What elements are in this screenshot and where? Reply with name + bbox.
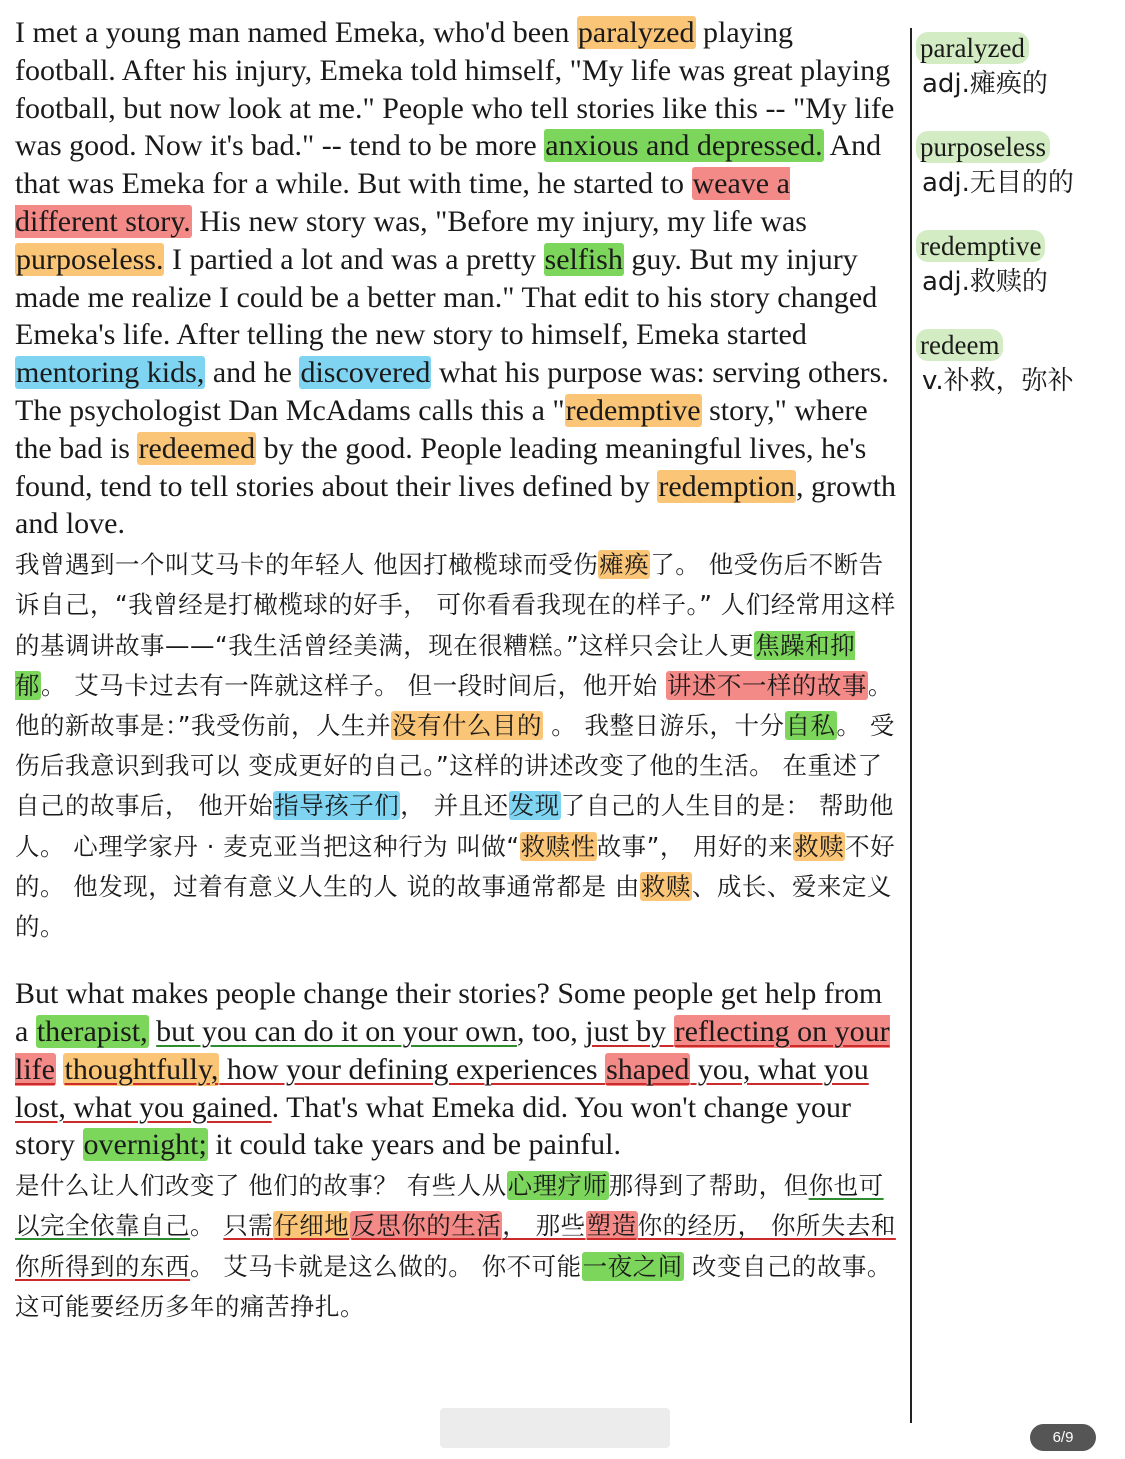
highlighted-phrase: 发现	[509, 791, 560, 821]
text-segment: 是什么让人们改变了 他们的故事？ 有些人从	[15, 1171, 507, 1201]
text-segment: what his purpose was: serving others. The psychologist Dan McAdams calls this a "	[15, 356, 889, 427]
column-divider	[910, 28, 912, 1423]
text-segment: playing football. After his injury, Emeka told himself, "My life was great playing football, but now look at me." People who tell stories like this -- "My life was good. Now it's bad." -- tend to be more	[15, 16, 895, 163]
highlighted-phrase: 仔细地	[274, 1211, 350, 1241]
highlighted-phrase: 心理疗师	[507, 1171, 608, 1201]
text-segment: 。 他的新故事是：”我受伤前，人生并	[15, 670, 893, 740]
highlighted-phrase: 塑造	[586, 1211, 637, 1241]
text-segment: But what makes people change their stories? Some people get help from a	[15, 977, 883, 1048]
passage-2-chinese	[15, 1166, 900, 1327]
highlighted-phrase: mentoring kids,	[16, 356, 205, 390]
underlined-phrase: 你的经历， 你所失去和你所得到的东西	[15, 1211, 896, 1281]
text-segment: I partied a lot and was a pretty	[164, 242, 544, 276]
text-segment: guy. But my injury made me realize I could be a better man." That edit to his story changed Emeka's life. After telling the new story to himself, Emeka started	[15, 242, 878, 352]
text-segment: 了。 他受伤后不断告诉自己，“我曾经是打橄榄球的好手， 可你看看我现在的样子。” 人们经常用这样的基调讲故事——“我生活曾经美满，现在很糟糕。”这样只会让人更	[15, 550, 896, 660]
highlighted-phrase: discovered	[300, 356, 431, 390]
watermark-overlay	[440, 1408, 670, 1448]
highlighted-phrase: redemption	[658, 469, 796, 503]
vocab-entry-redemptive	[922, 230, 1117, 302]
highlighted-phrase: shaped	[606, 1052, 690, 1086]
text-segment: 了自己的人生目的是： 帮助他人。 心理学家丹 · 麦克亚当把这种行为 叫做“	[15, 791, 894, 861]
text-segment: 改变自己的故事。 这可能要经历多年的痛苦挣扎。	[15, 1251, 892, 1321]
highlighted-phrase: 救赎	[640, 871, 691, 901]
highlighted-phrase: redeemed	[138, 431, 256, 465]
text-segment: , growth and love.	[15, 469, 897, 541]
vocab-word: purposeless	[916, 131, 1050, 163]
highlighted-phrase: overnight;	[83, 1128, 207, 1162]
underlined-phrase: how your defining experiences	[219, 1052, 606, 1086]
text-segment: ， 并且还	[400, 791, 509, 821]
text-segment: story," where the bad is	[15, 393, 868, 465]
vocab-entry-purposeless	[922, 131, 1117, 203]
passage-1-chinese	[15, 545, 900, 947]
text-segment: 。 艾马卡过去有一阵就这样子。 但一段时间后，他开始	[41, 670, 666, 700]
text-segment: and he	[205, 356, 300, 390]
vocab-word: redeem	[916, 329, 1003, 361]
vocab-definition: adj.救赎的	[922, 267, 1048, 297]
highlighted-phrase: selfish	[544, 242, 623, 276]
underlined-phrase: ， 那些	[502, 1211, 586, 1241]
article	[15, 14, 900, 1327]
vocab-definition: adj.瘫痪的	[922, 69, 1048, 99]
highlighted-phrase: 焦躁和抑郁	[15, 630, 856, 700]
highlighted-phrase: thoughtfully,	[64, 1052, 219, 1086]
highlighted-phrase: 指导孩子们	[274, 791, 400, 821]
vocab-word: redemptive	[916, 230, 1045, 262]
highlighted-phrase: 讲述不一样的故事	[666, 670, 867, 700]
underlined-phrase: but you can do it on your own	[156, 1014, 517, 1048]
passage-1-english	[15, 14, 900, 543]
text-segment: , too,	[516, 1014, 586, 1048]
text-segment: 。	[190, 1211, 224, 1241]
underlined-phrase: 只需	[223, 1211, 274, 1241]
underlined-phrase: you, what you lost, what you gained	[15, 1052, 869, 1124]
text-segment: 。 艾马卡就是这么做的。 你不可能	[190, 1251, 582, 1281]
text-segment: 不好的。 他发现，过着有意义人生的人 说的故事通常都是 由	[15, 831, 896, 901]
vocab-definition: v.补救，弥补	[922, 366, 1074, 396]
text-segment: . That's what Emeka did. You won't change your story	[15, 1090, 851, 1162]
text-segment: 那得到了帮助，但	[608, 1171, 809, 1201]
highlighted-phrase: therapist,	[36, 1014, 148, 1048]
passage-2-english	[15, 975, 900, 1164]
text-segment: 故事”， 用好的来	[596, 831, 794, 861]
text-segment: it could take years and be painful.	[207, 1128, 622, 1162]
vocab-entry-paralyzed	[922, 32, 1117, 104]
highlighted-phrase: purposeless.	[16, 242, 164, 276]
highlighted-phrase: 救赎性	[520, 831, 596, 861]
highlighted-phrase: weave a different story.	[15, 167, 790, 238]
page-indicator-badge[interactable]: 6/9	[1030, 1424, 1096, 1451]
text-segment: 、成长、爱来定义的。	[15, 871, 892, 941]
underlined-phrase: just by	[585, 1014, 674, 1048]
text-segment: His new story was, "Before my injury, my life was	[191, 204, 807, 238]
highlighted-phrase: anxious and depressed.	[545, 129, 823, 163]
text-segment: by the good. People leading meaningful lives, he's found, tend to tell stories about their lives defined by	[15, 431, 867, 503]
text-segment: 。 我整日游乐，十分	[542, 710, 785, 740]
highlighted-phrase: 自私	[785, 710, 836, 740]
vocabulary-sidebar	[922, 32, 1117, 428]
text-segment: And that was Emeka for a while. But with time, he started to	[15, 129, 882, 201]
underlined-phrase: 你也可以完全依靠自己	[15, 1171, 884, 1241]
highlighted-phrase: 一夜之间	[582, 1251, 683, 1281]
highlighted-phrase: 反思你的生活	[351, 1211, 502, 1241]
highlighted-phrase: redemptive	[565, 393, 701, 427]
vocab-entry-redeem	[922, 329, 1117, 401]
highlighted-phrase: 没有什么目的	[391, 710, 542, 740]
vocab-word: paralyzed	[916, 32, 1029, 64]
highlighted-phrase: reflecting on your life	[15, 1014, 890, 1086]
text-segment: 。 受伤后我意识到我可以 变成更好的自己。”这样的讲述改变了他的生活。 在重述了自己的故事后， 他开始	[15, 710, 895, 821]
highlighted-phrase: 瘫痪	[599, 550, 650, 580]
highlighted-phrase: 救赎	[794, 831, 845, 861]
text-segment: I met a young man named Emeka, who'd been	[15, 16, 577, 49]
text-segment: 我曾遇到一个叫艾马卡的年轻人 他因打橄榄球而受伤	[15, 550, 599, 580]
highlighted-phrase: paralyzed	[577, 16, 695, 49]
vocab-definition: adj.无目的的	[922, 168, 1074, 198]
